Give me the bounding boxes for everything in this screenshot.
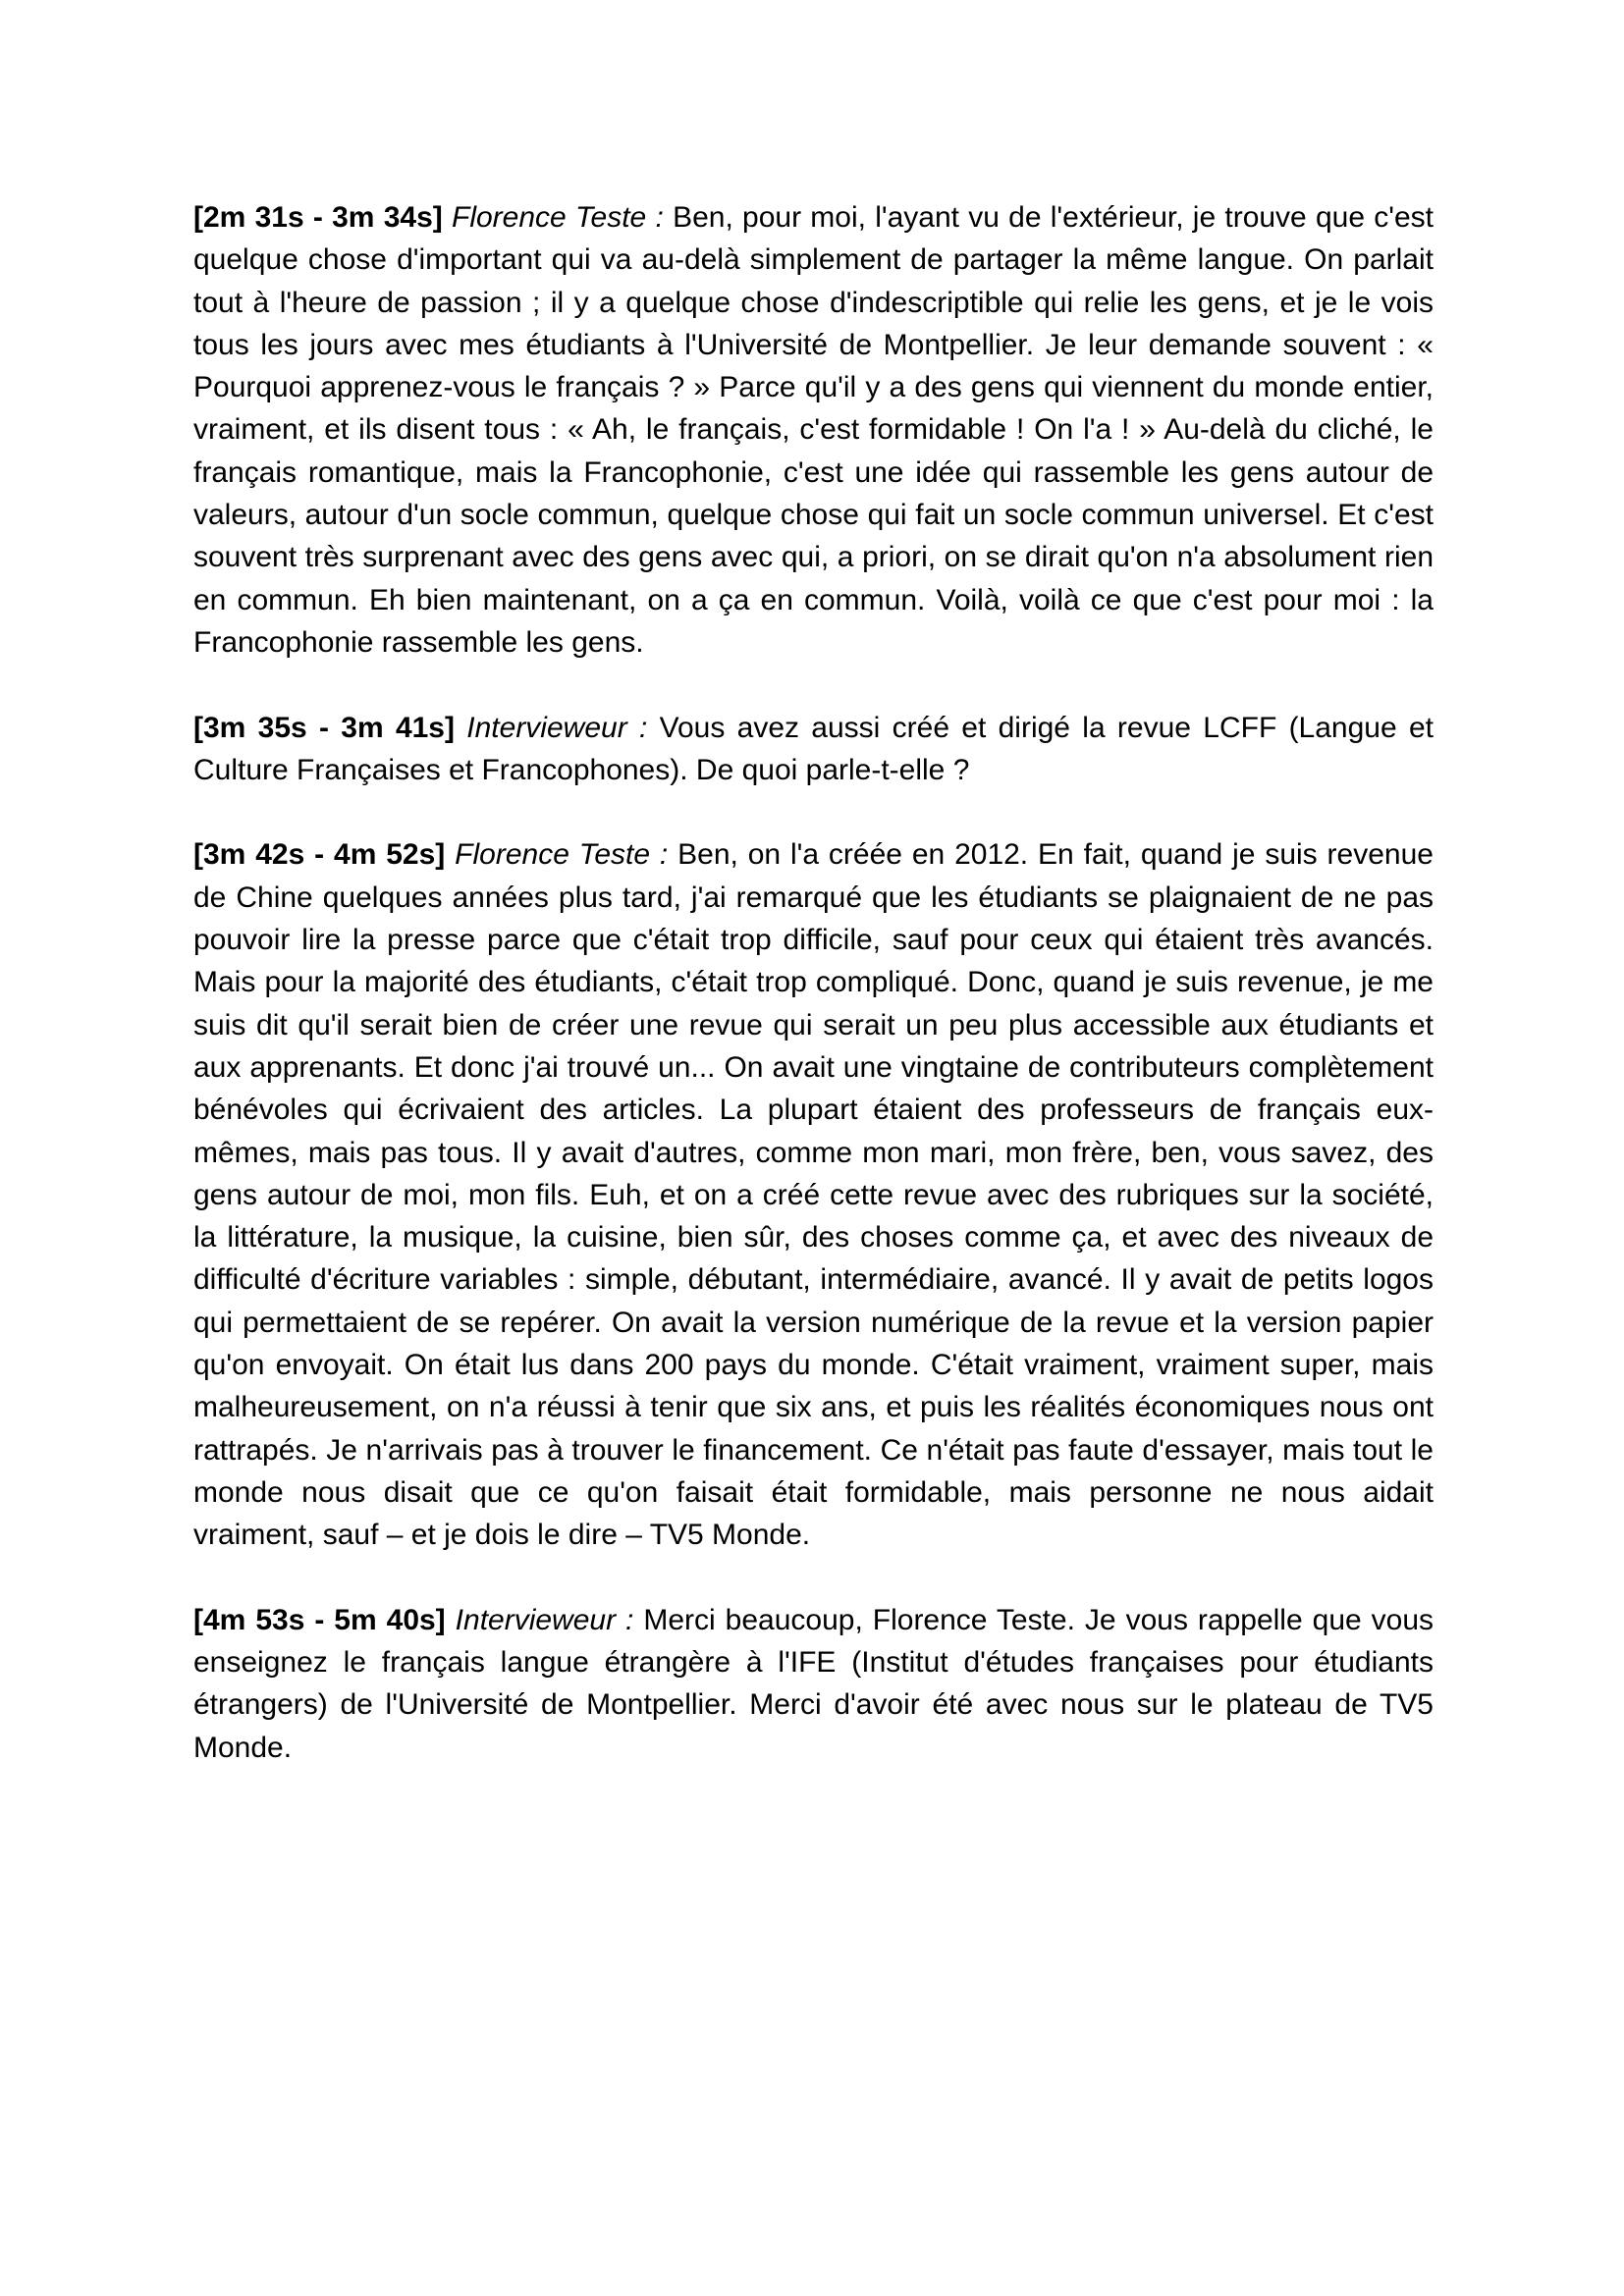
transcript-paragraph: [193, 196, 1434, 664]
interview-transcript: [193, 196, 1434, 1811]
transcript-paragraph: [193, 707, 1434, 792]
speech-text: Merci beaucoup, Florence Teste. Je vous rappelle que vous enseignez le français langue étrangère à l'IFE (Institut d'études françaises pour étudiants étrangers) de l'Université de Montpellier. Merci d'avoir été avec nous sur le plateau de TV5 Monde.: [193, 1603, 1435, 1764]
timestamp-label: [3m 35s - 3m 41s]: [193, 711, 455, 744]
timestamp-label: [3m 42s - 4m 52s]: [193, 838, 446, 872]
speaker-name: Intervieweur :: [466, 711, 648, 744]
speech-text: Ben, on l'a créée en 2012. En fait, quand je suis revenue de Chine quelques années plus tard, j'ai remarqué que les étudiants se plaignaient de ne pas pouvoir lire la presse parce que c'était trop difficile, sauf pour ceux qui étaient très avancés. Mais pour la majorité des étudiants, c'était trop compliqué. Donc, quand je suis revenue, je me suis dit qu'il serait bien de créer une revue qui serait un peu plus accessible aux étudiants et aux apprenants. Et donc j'ai trouvé un... On avait une vingtaine de contributeurs complètement bénévoles qui écrivaient des articles. La plupart étaient des professeurs de français eux-mêmes, mais pas tous. Il y avait d'autres, comme mon mari, mon frère, ben, vous savez, des gens autour de moi, mon fils. Euh, et on a créé cette revue avec des rubriques sur la société, la littérature, la musique, la cuisine, bien sûr, des choses comme ça, et avec des niveaux de difficulté d'écriture variables : simple, débutant, intermédiaire, avancé. Il y avait de petits logos qui permettaient de se repérer. On avait la version numérique de la revue et la version papier qu'on envoyait. On était lus dans 200 pays du monde. C'était vraiment, vraiment super, mais malheureusement, on n'a réussi à tenir que six ans, et puis les réalités économiques nous ont rattrapés. Je n'arrivais pas à trouver le financement. Ce n'était pas faute d'essayer, mais tout le monde nous disait que ce qu'on faisait était formidable, mais personne ne nous aidait vraiment, sauf – et je dois le dire – TV5 Monde.: [193, 838, 1434, 1552]
speaker-name: Florence Teste :: [455, 838, 669, 872]
speaker-name: Florence Teste :: [452, 201, 664, 234]
speaker-name: Intervieweur :: [455, 1603, 634, 1636]
timestamp-label: [4m 53s - 5m 40s]: [193, 1603, 446, 1636]
transcript-paragraph: [193, 833, 1434, 1556]
transcript-paragraph: [193, 1599, 1434, 1769]
speech-text: Vous avez aussi créé et dirigé la revue LCFF (Langue et Culture Françaises et Francophones). De quoi parle-t-elle ?: [193, 711, 1434, 786]
timestamp-label: [2m 31s - 3m 34s]: [193, 201, 443, 234]
speech-text: Ben, pour moi, l'ayant vu de l'extérieur, je trouve que c'est quelque chose d'important qui va au-delà simplement de partager la même langue. On parlait tout à l'heure de passion ; il y a quelque chose d'indescriptible qui relie les gens, et je le vois tous les jours avec mes étudiants à l'Université de Montpellier. Je leur demande souvent : « Pourquoi apprenez-vous le français ? » Parce qu'il y a des gens qui viennent du monde entier, vraiment, et ils disent tous : « Ah, le français, c'est formidable ! On l'a ! » Au-delà du cliché, le français romantique, mais la Francophonie, c'est une idée qui rassemble les gens autour de valeurs, autour d'un socle commun, quelque chose qui fait un socle commun universel. Et c'est souvent très surprenant avec des gens avec qui, a priori, on se dirait qu'on n'a absolument rien en commun. Eh bien maintenant, on a ça en commun. Voilà, voilà ce que c'est pour moi : la Francophonie rassemble les gens.: [193, 201, 1435, 659]
